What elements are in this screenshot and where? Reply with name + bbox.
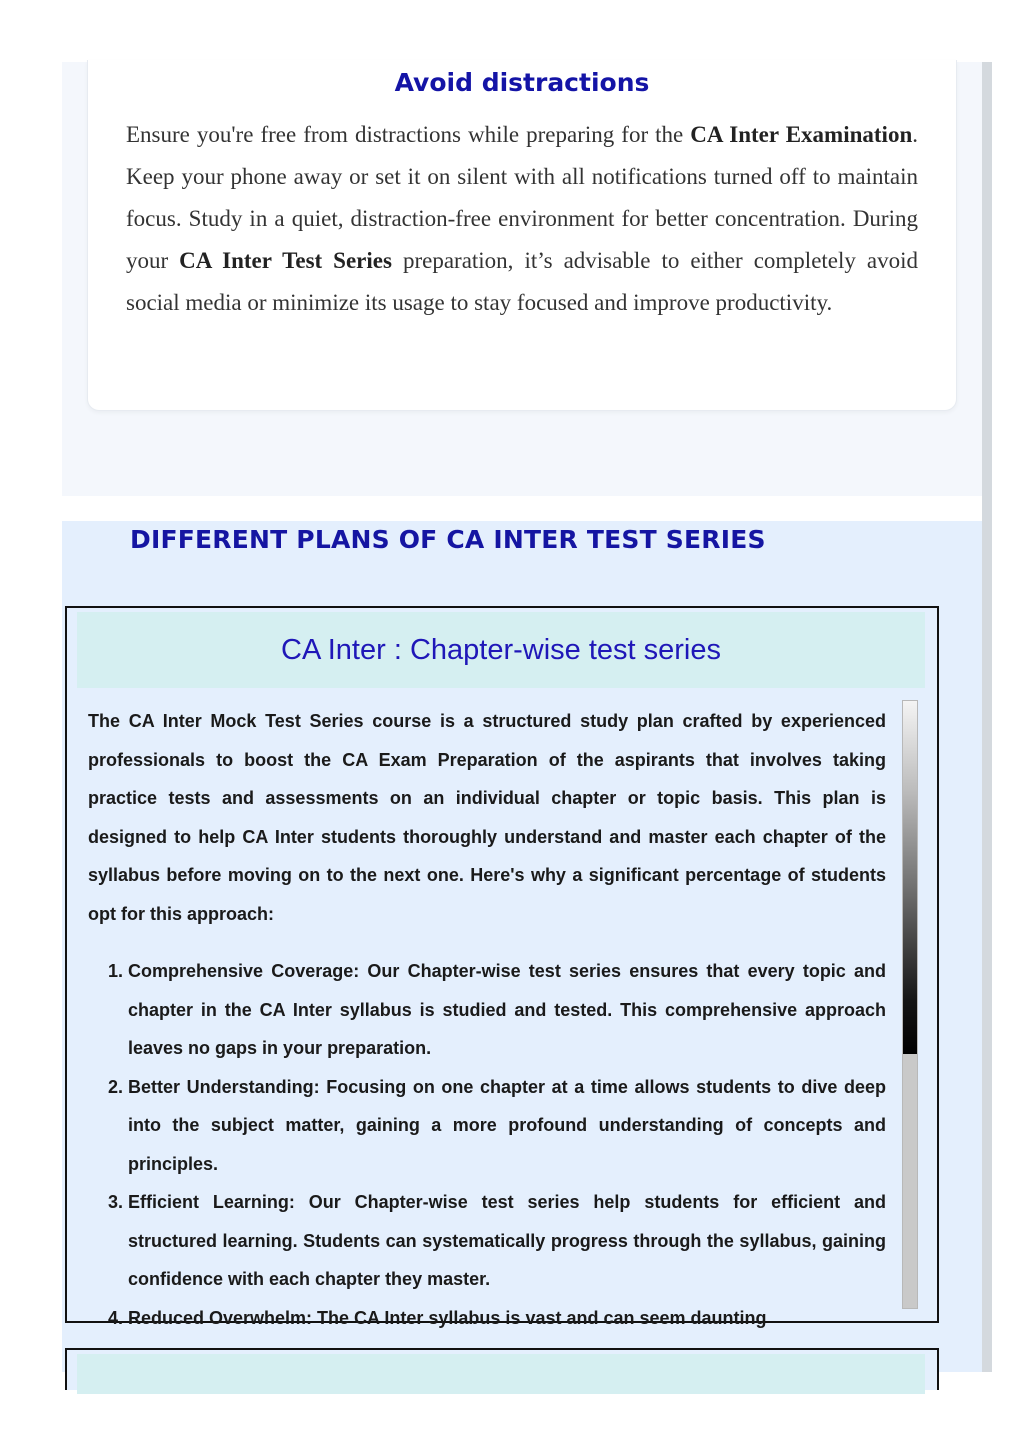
plan-benefits-list — [88, 952, 886, 1337]
tip-card — [87, 60, 957, 411]
plan-title-bar — [77, 612, 925, 688]
list-item: 4. Reduced Overwhelm: The CA Inter syllabus is vast and can seem daunting — [128, 1299, 886, 1338]
list-item: 3. Efficient Learning: Our Chapter-wise test series help students for efficient and structured learning. Students can systematically progress through the syllabus, gaining confidence with each chapter they master. — [128, 1183, 886, 1299]
plan-intro: The CA Inter Mock Test Series course is a structured study plan crafted by experienced professionals to boost the CA Exam Preparation of the aspirants that involves taking practice tests and assessments on an individual chapter or topic basis. This plan is designed to help CA Inter students thoroughly understand and master each chapter of the syllabus before moving on to the next one. Here's why a significant percentage of students opt for this approach: — [88, 711, 886, 924]
tip-body-text: preparation, it’s advisable to either completely avoid social media or minimize its usage to stay focused and improve productivity. — [126, 248, 918, 315]
list-item: 1. Comprehensive Coverage: Our Chapter-wise test series ensures that every topic and chapter in the CA Inter syllabus is studied and tested. This comprehensive approach leaves no gaps in your preparation. — [128, 952, 886, 1068]
tips-section — [62, 62, 982, 496]
next-plan-card — [65, 1348, 939, 1390]
tip-body-text: Ensure you're free from distractions while preparing for the — [126, 122, 691, 147]
plan-scroll-content[interactable] — [88, 702, 886, 1328]
tip-body-emphasis: CA Inter Examination — [690, 122, 913, 147]
tip-body-text: . Keep your phone away or set it on silent with all notifications turned off to maintain focus. Study in a quiet, distraction-free environment for better concentration. During your — [126, 122, 918, 273]
chapter-wise-plan-card — [65, 606, 939, 1328]
tip-heading: Avoid distractions — [394, 68, 650, 97]
plan-title: CA Inter : Chapter-wise test series — [281, 634, 721, 666]
list-item: 2. Better Understanding: Focusing on one chapter at a time allows students to dive deep into the subject matter, gaining a more profound understanding of concepts and principles. — [128, 1068, 886, 1184]
tip-body-emphasis: CA Inter Test Series — [179, 248, 392, 273]
plans-heading: DIFFERENT PLANS OF CA INTER TEST SERIES — [130, 525, 766, 554]
next-plan-title-bar — [77, 1354, 925, 1394]
plan-scrollbar[interactable] — [902, 700, 918, 1309]
section-divider — [62, 496, 982, 521]
plan-scrollbar-thumb[interactable] — [903, 701, 917, 1054]
tip-body — [126, 114, 918, 324]
plans-section — [62, 521, 982, 1372]
page-scrollbar[interactable] — [982, 62, 992, 1372]
